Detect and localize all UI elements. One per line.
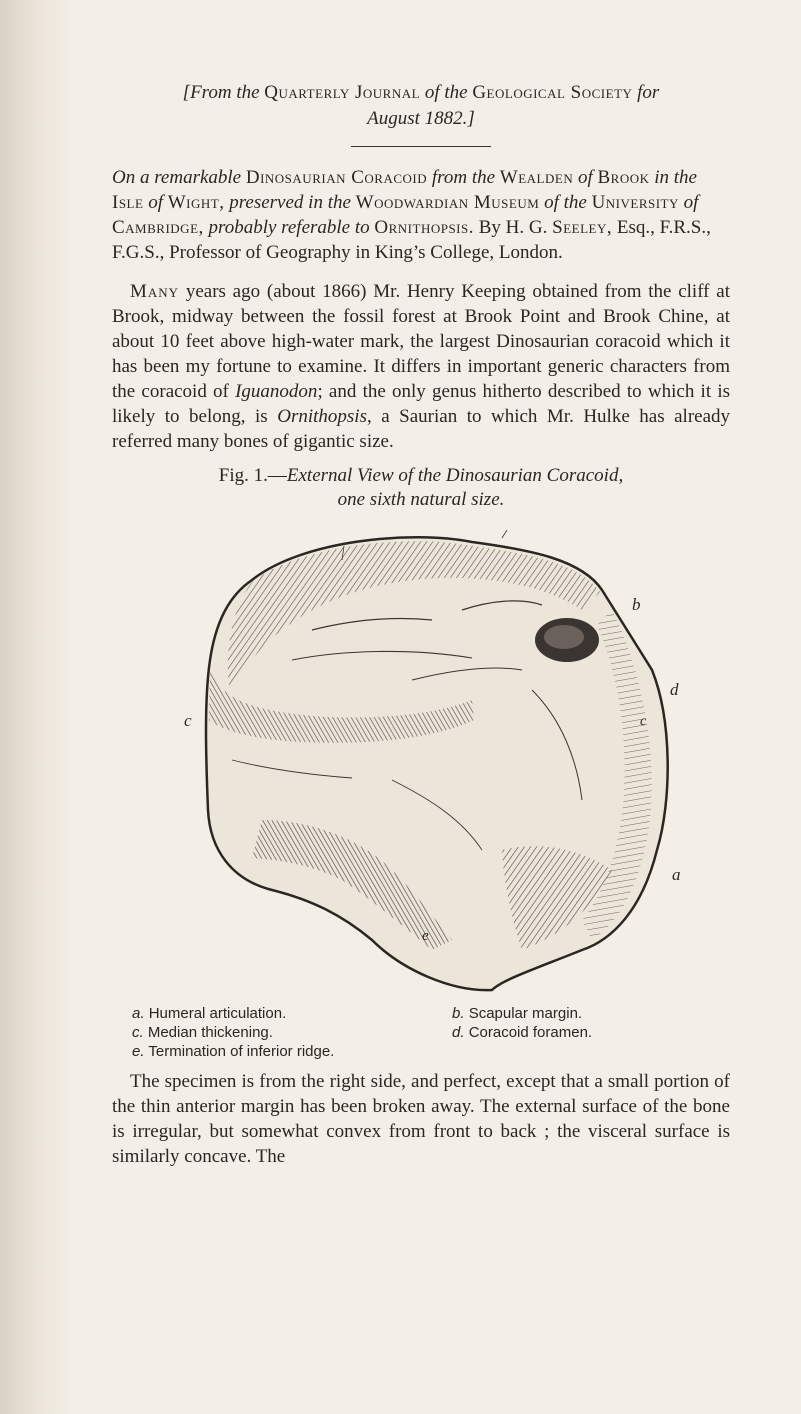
- paragraph-2: The specimen is from the right side, and perfect, except that a small portion of the thin anterior margin has been broken away. The external surface of the bone is irregular, but somewhat convex from front to back ; the visceral surface is similarly concave. The: [112, 1071, 730, 1167]
- header-of: of the: [424, 82, 468, 103]
- paragraph-text: years ago (about 1866) Mr. Henry Keeping obtained from the cliff at Brook, midway between the fossil forest at Brook Point and Brook Chine, at about 10 feet above high-water mark, the largest Dinosaurian coracoid which it has been my fortune to examine. It differs in important generic characters from the coracoid of: [112, 281, 730, 402]
- legend-key: b.: [452, 1005, 465, 1022]
- figure-label-d: d: [670, 680, 679, 699]
- title-part: of the: [544, 192, 587, 213]
- title-part: Woodwardian Museum: [355, 192, 540, 213]
- legend-item-b: [452, 1004, 582, 1023]
- header-society: Geological Society: [472, 82, 633, 103]
- paragraph-text: ; and the only genus hitherto described to which it is likely to belong, is: [112, 381, 730, 427]
- legend-key: c.: [132, 1024, 144, 1041]
- paragraph-text: , a Saurian to which Mr. Hulke has already referred many bones of gigantic size.: [112, 406, 731, 452]
- title-part: Wealden: [499, 167, 574, 188]
- title-part: probably referable to: [208, 217, 370, 238]
- title-part: preserved in the: [229, 192, 351, 213]
- figure-caption: [112, 464, 730, 512]
- header-journal: Quarterly Journal: [264, 82, 421, 103]
- legend-key: d.: [452, 1024, 465, 1041]
- legend-text: Median thickening.: [147, 1024, 273, 1041]
- title-author-name: Seeley,: [552, 217, 613, 238]
- title-part: Cambridge,: [112, 217, 204, 238]
- header-line-2: August 1882.]: [367, 108, 475, 129]
- reprint-header: [112, 80, 730, 132]
- legend-key: e.: [132, 1043, 145, 1060]
- title-part: of: [148, 192, 163, 213]
- legend-text: Scapular margin.: [468, 1005, 583, 1022]
- foramen-highlight: [544, 625, 584, 649]
- legend-row: [132, 1042, 730, 1061]
- legend-item-c: [132, 1023, 452, 1042]
- title-author-affiliation: Esq., F.R.S., F.G.S., Professor of Geography in King’s College, London.: [112, 217, 711, 263]
- figure-legend: [112, 1004, 730, 1061]
- legend-item-a: [132, 1004, 452, 1023]
- page-edge-shadow: [0, 0, 70, 1414]
- genus-name: Iguanodon: [235, 381, 318, 402]
- legend-key: a.: [132, 1005, 145, 1022]
- figure-label-c-right: c: [640, 714, 647, 729]
- caption-line-2: one sixth natural size.: [337, 489, 505, 510]
- title-part: of: [683, 192, 699, 213]
- title-part: Wight,: [167, 192, 225, 213]
- figure-number: Fig. 1.—: [218, 465, 287, 486]
- figure-label-e: e: [422, 928, 429, 944]
- title-part: On a remarkable: [112, 167, 242, 188]
- legend-row: [132, 1023, 730, 1042]
- title-part: from the: [431, 167, 496, 188]
- title-part: Dinosaurian Coracoid: [245, 167, 428, 188]
- caption-line-1: External View of the Dinosaurian Coracoid,: [286, 465, 624, 486]
- paper-title: [112, 165, 730, 265]
- title-part: University: [591, 192, 679, 213]
- paragraph-lead: Many: [130, 281, 180, 302]
- legend-item-d: [452, 1023, 592, 1042]
- title-part: Brook: [597, 167, 650, 188]
- contour-line: [502, 530, 507, 538]
- legend-item-e: [132, 1042, 334, 1061]
- header-for: for: [637, 82, 660, 103]
- figure-label-b: b: [632, 595, 641, 614]
- coracoid-engraving: [112, 520, 730, 1000]
- title-part: Ornithopsis.: [374, 217, 474, 238]
- page-content: [112, 80, 730, 1169]
- legend-text: Humeral articulation.: [148, 1005, 287, 1022]
- header-rule: [351, 146, 491, 147]
- legend-text: Coracoid foramen.: [468, 1024, 593, 1041]
- header-bracket: [: [182, 82, 191, 103]
- paragraph-1: [112, 279, 730, 454]
- title-part: of: [577, 167, 593, 188]
- header-line-1: [112, 80, 730, 106]
- header-from: From the: [190, 82, 260, 103]
- legend-text: Termination of inferior ridge.: [148, 1043, 335, 1060]
- figure-label-c: c: [184, 711, 192, 730]
- genus-name: Ornithopsis: [277, 406, 367, 427]
- coracoid-figure: [112, 520, 730, 1000]
- title-part: in the: [654, 167, 697, 188]
- title-part: Isle: [112, 192, 144, 213]
- title-author: By H. G.: [478, 217, 548, 238]
- figure-label-a: a: [672, 865, 681, 884]
- legend-row: [132, 1004, 730, 1023]
